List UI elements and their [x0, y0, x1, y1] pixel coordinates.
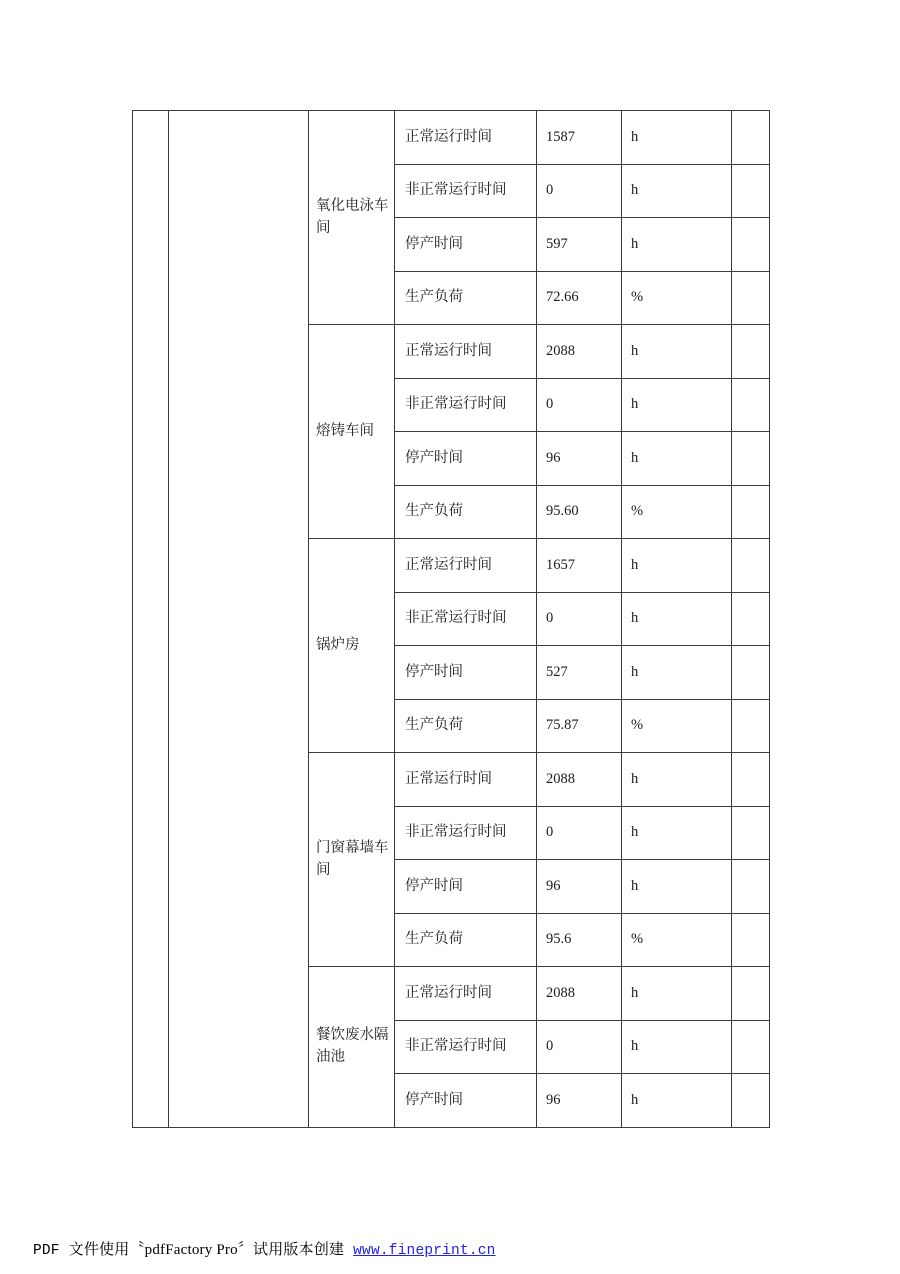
cell-remark: [732, 592, 770, 646]
cell-parameter: 停产时间: [395, 432, 537, 486]
cell-parameter: 生产负荷: [395, 913, 537, 967]
cell-unit-name: 门窗幕墙车间: [309, 753, 395, 967]
cell-value: 527: [537, 646, 622, 700]
cell-remark: [732, 485, 770, 539]
cell-parameter: 正常运行时间: [395, 111, 537, 165]
cell-value: 2088: [537, 753, 622, 807]
operating-time-table: [132, 110, 770, 1128]
cell-measure-unit: h: [622, 1074, 732, 1128]
cell-remark: [732, 111, 770, 165]
cell-measure-unit: h: [622, 432, 732, 486]
cell-measure-unit: h: [622, 753, 732, 807]
cell-parameter: 停产时间: [395, 1074, 537, 1128]
cell-value: 0: [537, 378, 622, 432]
cell-remark: [732, 271, 770, 325]
cell-measure-unit: h: [622, 1020, 732, 1074]
cell-remark: [732, 860, 770, 914]
cell-measure-unit: h: [622, 164, 732, 218]
cell-unit-name: 氧化电泳车间: [309, 111, 395, 325]
cell-measure-unit: %: [622, 485, 732, 539]
footer-prefix: PDF: [33, 1243, 60, 1259]
cell-parameter: 非正常运行时间: [395, 1020, 537, 1074]
cell-parameter: 正常运行时间: [395, 753, 537, 807]
cell-measure-unit: h: [622, 539, 732, 593]
cell-remark: [732, 806, 770, 860]
cell-unit-name: 熔铸车间: [309, 325, 395, 539]
cell-parameter: 正常运行时间: [395, 539, 537, 593]
cell-parameter: 停产时间: [395, 218, 537, 272]
cell-value: 597: [537, 218, 622, 272]
cell-parameter: 生产负荷: [395, 271, 537, 325]
cell-value: 75.87: [537, 699, 622, 753]
cell-parameter: 生产负荷: [395, 485, 537, 539]
cell-remark: [732, 646, 770, 700]
cell-value: 0: [537, 806, 622, 860]
cell-remark: [732, 753, 770, 807]
cell-value: 2088: [537, 967, 622, 1021]
cell-value: 96: [537, 1074, 622, 1128]
footer-text: 文件使用〝pdfFactory Pro〞试用版本创建: [68, 1242, 345, 1258]
cell-parameter: 正常运行时间: [395, 967, 537, 1021]
cell-parameter: 非正常运行时间: [395, 378, 537, 432]
cell-unit-name: 锅炉房: [309, 539, 395, 753]
table-row: [133, 111, 770, 165]
cell-remark: [732, 325, 770, 379]
cell-measure-unit: h: [622, 111, 732, 165]
cell-measure-unit: h: [622, 325, 732, 379]
cell-measure-unit: h: [622, 860, 732, 914]
cell-value: 95.6: [537, 913, 622, 967]
cell-value: 1657: [537, 539, 622, 593]
cell-remark: [732, 164, 770, 218]
cell-remark: [732, 967, 770, 1021]
cell-remark: [732, 218, 770, 272]
cell-parameter: 非正常运行时间: [395, 592, 537, 646]
cell-measure-unit: %: [622, 271, 732, 325]
cell-measure-unit: %: [622, 699, 732, 753]
cell-measure-unit: %: [622, 913, 732, 967]
cell-value: 1587: [537, 111, 622, 165]
cell-measure-unit: h: [622, 218, 732, 272]
cell-measure-unit: h: [622, 806, 732, 860]
cell-value: 96: [537, 860, 622, 914]
fineprint-link[interactable]: www.fineprint.cn: [353, 1243, 496, 1259]
cell-parameter: 非正常运行时间: [395, 806, 537, 860]
cell-remark: [732, 539, 770, 593]
cell-parameter: 停产时间: [395, 646, 537, 700]
cell-remark: [732, 1020, 770, 1074]
cell-unit-name: 餐饮废水隔油池: [309, 967, 395, 1128]
cell-parameter: 正常运行时间: [395, 325, 537, 379]
cell-parameter: 停产时间: [395, 860, 537, 914]
cell-remark: [732, 913, 770, 967]
cell-measure-unit: h: [622, 378, 732, 432]
cell-remark: [732, 378, 770, 432]
cell-measure-unit: h: [622, 646, 732, 700]
cell-remark: [732, 1074, 770, 1128]
cell-category-span: [169, 111, 309, 1128]
cell-measure-unit: h: [622, 967, 732, 1021]
cell-parameter: 非正常运行时间: [395, 164, 537, 218]
cell-remark: [732, 699, 770, 753]
cell-value: 2088: [537, 325, 622, 379]
pdf-trial-footer: [33, 1238, 496, 1259]
cell-value: 0: [537, 164, 622, 218]
cell-value: 0: [537, 592, 622, 646]
cell-value: 0: [537, 1020, 622, 1074]
cell-index-span: [133, 111, 169, 1128]
cell-parameter: 生产负荷: [395, 699, 537, 753]
cell-value: 95.60: [537, 485, 622, 539]
cell-value: 96: [537, 432, 622, 486]
cell-remark: [732, 432, 770, 486]
cell-measure-unit: h: [622, 592, 732, 646]
cell-value: 72.66: [537, 271, 622, 325]
